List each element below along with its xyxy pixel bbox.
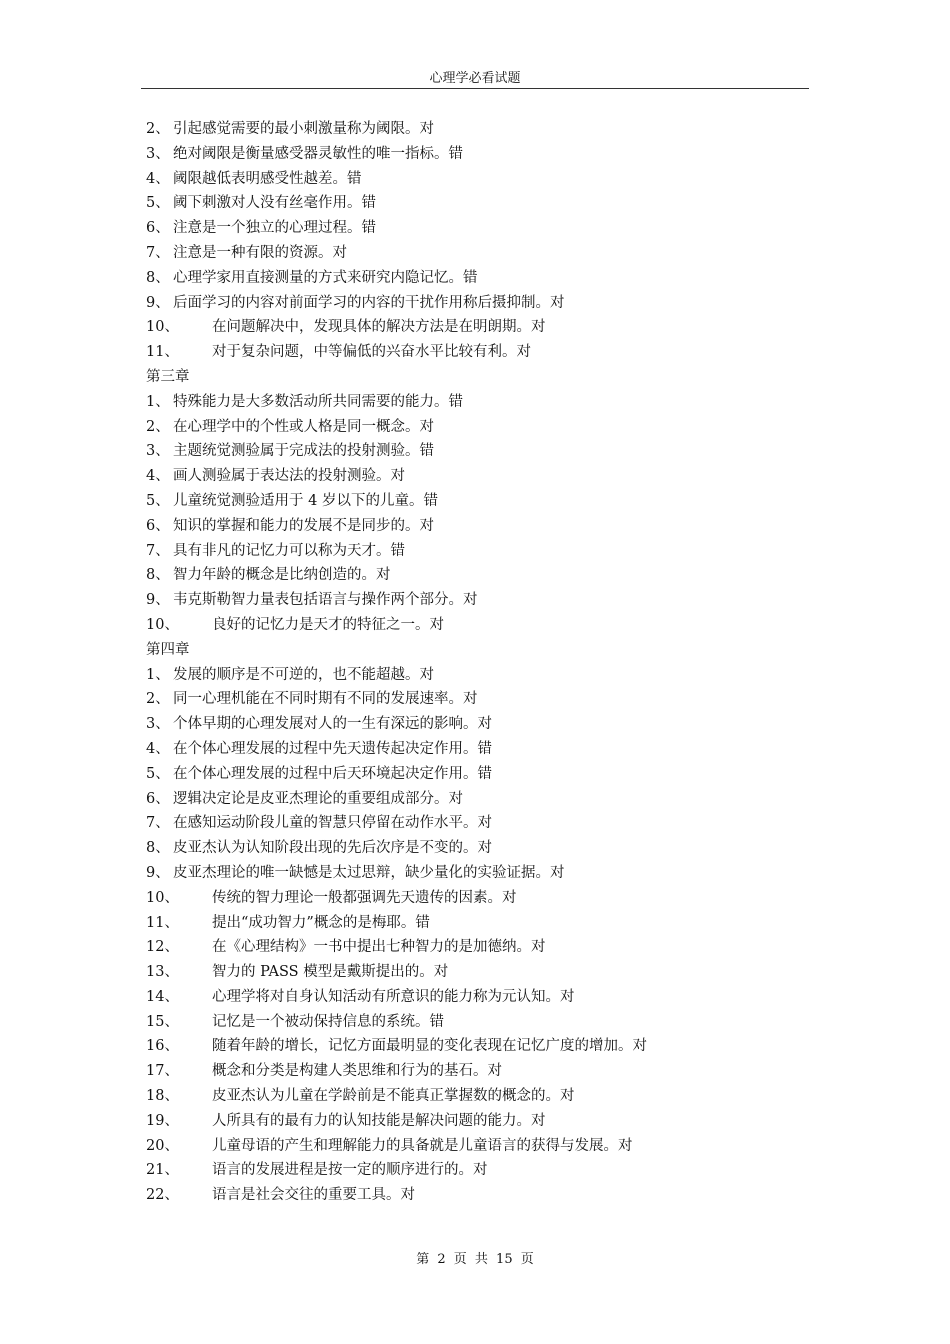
- question-item: [146, 1059, 826, 1084]
- question-item: [146, 836, 826, 861]
- question-item: [146, 489, 826, 514]
- question-number: 20、: [146, 1137, 179, 1154]
- question-text: 阈限越低表明感受性越差。错: [173, 170, 362, 187]
- question-item: [146, 167, 826, 192]
- question-text: 后面学习的内容对前面学习的内容的干扰作用称后摄抑制。对: [173, 294, 565, 311]
- question-text: 阈下刺激对人没有丝毫作用。错: [173, 195, 376, 212]
- question-number: 19、: [146, 1112, 179, 1129]
- question-number: 16、: [146, 1038, 179, 1055]
- question-number: 18、: [146, 1088, 179, 1105]
- question-item: [146, 787, 826, 812]
- question-text: 随着年龄的增长，记忆方面最明显的变化表现在记忆广度的增加。对: [212, 1038, 647, 1055]
- question-number: 22、: [146, 1187, 179, 1204]
- question-text: 引起感觉需要的最小刺激量称为阈限。对: [173, 121, 434, 137]
- question-text: 良好的记忆力是天才的特征之一。对: [212, 616, 444, 633]
- question-text: 具有非凡的记忆力可以称为天才。错: [173, 542, 405, 559]
- question-number: 5、: [146, 765, 170, 782]
- question-number: 9、: [146, 592, 170, 609]
- question-text: 传统的智力理论一般都强调先天遗传的因素。对: [212, 889, 517, 906]
- question-item: [146, 886, 826, 911]
- question-number: 3、: [146, 443, 170, 460]
- document-body: [146, 117, 826, 1208]
- question-item: [146, 1109, 826, 1134]
- chapter-heading: 第三章: [146, 368, 190, 385]
- question-item: [146, 241, 826, 266]
- question-text: 记忆是一个被动保持信息的系统。错: [212, 1013, 444, 1030]
- question-item: [146, 539, 826, 564]
- question-item: [146, 935, 826, 960]
- question-number: 4、: [146, 468, 170, 485]
- question-item: [146, 266, 826, 291]
- question-number: 8、: [146, 269, 170, 286]
- question-text: 皮亚杰认为儿童在学龄前是不能真正掌握数的概念的。对: [212, 1088, 575, 1105]
- question-item: [146, 142, 826, 167]
- question-text: 韦克斯勒智力量表包括语言与操作两个部分。对: [173, 592, 478, 609]
- question-text: 儿童统觉测验适用于 4 岁以下的儿童。错: [173, 492, 438, 509]
- question-number: 15、: [146, 1013, 179, 1030]
- question-number: 8、: [146, 567, 170, 584]
- question-text: 注意是一种有限的资源。对: [173, 244, 347, 261]
- question-text: 语言是社会交往的重要工具。对: [212, 1187, 415, 1204]
- question-number: 4、: [146, 740, 170, 757]
- question-number: 10、: [146, 889, 179, 906]
- question-item: [146, 588, 826, 613]
- question-item: [146, 1158, 826, 1183]
- question-item: [146, 439, 826, 464]
- page-footer: [0, 1248, 950, 1267]
- question-item: [146, 1084, 826, 1109]
- question-text: 在问题解决中，发现具体的解决方法是在明朗期。对: [212, 319, 546, 336]
- question-text: 皮亚杰理论的唯一缺憾是太过思辩，缺少量化的实验证据。对: [173, 864, 565, 881]
- question-text: 在感知运动阶段儿童的智慧只停留在动作水平。对: [173, 815, 492, 832]
- page-header: [141, 70, 809, 89]
- question-text: 在《心理结构》一书中提出七种智力的是加德纳。对: [212, 939, 546, 956]
- question-number: 1、: [146, 666, 170, 683]
- question-number: 11、: [146, 344, 179, 361]
- question-item: [146, 663, 826, 688]
- question-text: 对于复杂问题，中等偏低的兴奋水平比较有利。对: [212, 344, 531, 361]
- question-item: [146, 985, 826, 1010]
- question-text: 特殊能力是大多数活动所共同需要的能力。错: [173, 393, 463, 410]
- question-text: 语言的发展进程是按一定的顺序进行的。对: [212, 1162, 488, 1179]
- question-item: [146, 1183, 826, 1208]
- chapter-heading: 第四章: [146, 641, 190, 658]
- question-item: [146, 960, 826, 985]
- question-number: 2、: [146, 418, 170, 435]
- question-item: [146, 191, 826, 216]
- question-number: 3、: [146, 145, 170, 162]
- question-text: 主题统觉测验属于完成法的投射测验。错: [173, 443, 434, 460]
- question-item: [146, 861, 826, 886]
- question-number: 7、: [146, 815, 170, 832]
- question-number: 6、: [146, 220, 170, 237]
- question-text: 个体早期的心理发展对人的一生有深远的影响。对: [173, 716, 492, 733]
- page-number: 第 2 页 共 15 页: [416, 1252, 534, 1267]
- question-number: 8、: [146, 840, 170, 857]
- question-text: 在心理学中的个性或人格是同一概念。对: [173, 418, 434, 435]
- question-item: [146, 117, 826, 142]
- question-item: [146, 340, 826, 365]
- question-item: [146, 315, 826, 340]
- question-number: 13、: [146, 964, 179, 981]
- question-number: 2、: [146, 691, 170, 708]
- question-item: [146, 911, 826, 936]
- question-item: [146, 415, 826, 440]
- question-item: [146, 390, 826, 415]
- question-number: 17、: [146, 1063, 179, 1080]
- question-item: [146, 687, 826, 712]
- question-text: 心理学将对自身认知活动有所意识的能力称为元认知。对: [212, 988, 575, 1005]
- question-text: 皮亚杰认为认知阶段出现的先后次序是不变的。对: [173, 840, 492, 857]
- question-text: 人所具有的最有力的认知技能是解决问题的能力。对: [212, 1112, 546, 1129]
- question-text: 注意是一个独立的心理过程。错: [173, 220, 376, 237]
- question-item: [146, 464, 826, 489]
- question-item: [146, 1010, 826, 1035]
- question-number: 12、: [146, 939, 179, 956]
- question-text: 智力的 PASS 模型是戴斯提出的。对: [212, 964, 449, 981]
- question-number: 1、: [146, 393, 170, 410]
- question-item: [146, 613, 826, 638]
- question-text: 知识的掌握和能力的发展不是同步的。对: [173, 517, 434, 534]
- question-number: 2、: [146, 121, 170, 137]
- question-number: 4、: [146, 170, 170, 187]
- question-number: 11、: [146, 914, 179, 931]
- question-text: 发展的顺序是不可逆的，也不能超越。对: [173, 666, 434, 683]
- question-text: 画人测验属于表达法的投射测验。对: [173, 468, 405, 485]
- question-number: 7、: [146, 542, 170, 559]
- question-text: 心理学家用直接测量的方式来研究内隐记忆。错: [173, 269, 478, 286]
- question-number: 21、: [146, 1162, 179, 1179]
- question-text: 概念和分类是构建人类思维和行为的基石。对: [212, 1063, 502, 1080]
- question-item: [146, 737, 826, 762]
- question-text: 同一心理机能在不同时期有不同的发展速率。对: [173, 691, 478, 708]
- question-text: 在个体心理发展的过程中后天环境起决定作用。错: [173, 765, 492, 782]
- question-number: 5、: [146, 492, 170, 509]
- question-text: 提出“成功智力”概念的是梅耶。错: [212, 914, 430, 931]
- question-number: 7、: [146, 244, 170, 261]
- question-number: 6、: [146, 790, 170, 807]
- question-number: 9、: [146, 294, 170, 311]
- question-item: [146, 762, 826, 787]
- question-item: [146, 712, 826, 737]
- question-text: 智力年龄的概念是比纳创造的。对: [173, 567, 391, 584]
- question-text: 在个体心理发展的过程中先天遗传起决定作用。错: [173, 740, 492, 757]
- question-item: [146, 1134, 826, 1159]
- question-item: [146, 811, 826, 836]
- question-number: 5、: [146, 195, 170, 212]
- question-item: [146, 563, 826, 588]
- question-item: [146, 216, 826, 241]
- question-item: [146, 291, 826, 316]
- question-number: 6、: [146, 517, 170, 534]
- question-number: 9、: [146, 864, 170, 881]
- question-item: [146, 514, 826, 539]
- question-text: 儿童母语的产生和理解能力的具备就是儿童语言的获得与发展。对: [212, 1137, 633, 1154]
- question-item: [146, 1034, 826, 1059]
- question-number: 14、: [146, 988, 179, 1005]
- document-title: 心理学必看试题: [429, 71, 521, 86]
- question-number: 10、: [146, 616, 179, 633]
- question-number: 3、: [146, 716, 170, 733]
- question-text: 逻辑决定论是皮亚杰理论的重要组成部分。对: [173, 790, 463, 807]
- question-number: 10、: [146, 319, 179, 336]
- question-text: 绝对阈限是衡量感受器灵敏性的唯一指标。错: [173, 145, 463, 162]
